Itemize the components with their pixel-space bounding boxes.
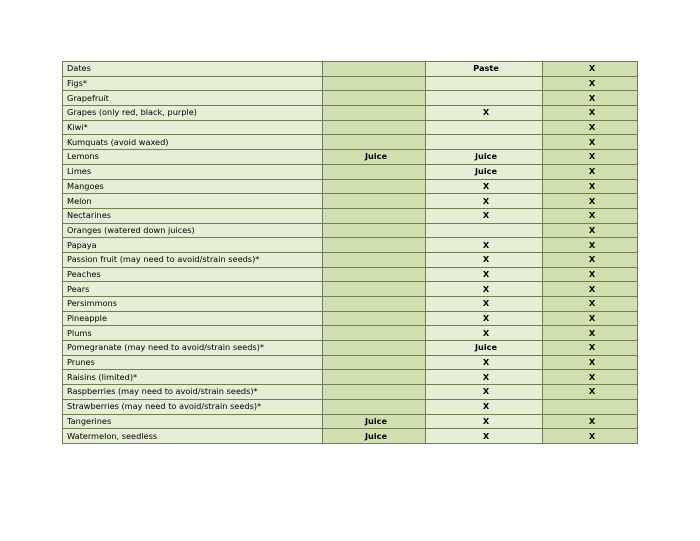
- col2-mark-cell: [323, 208, 426, 223]
- col2-mark-cell: [323, 326, 426, 341]
- food-name-cell: Pineapple: [63, 311, 323, 326]
- table-row: [63, 150, 638, 165]
- col2-mark-cell: [323, 341, 426, 356]
- col4-mark-cell: X: [543, 76, 638, 91]
- col2-mark-cell: [323, 311, 426, 326]
- table-row: [63, 135, 638, 150]
- col3-mark-cell: X: [426, 238, 543, 253]
- col3-mark-cell: X: [426, 326, 543, 341]
- table-row: [63, 414, 638, 429]
- food-name-cell: Plums: [63, 326, 323, 341]
- table-row: [63, 164, 638, 179]
- food-name-cell: Persimmons: [63, 297, 323, 312]
- table-row: [63, 179, 638, 194]
- col2-mark-cell: Juice: [323, 150, 426, 165]
- table-row: [63, 370, 638, 385]
- col3-mark-cell: X: [426, 429, 543, 444]
- col4-mark-cell: X: [543, 208, 638, 223]
- table-row: [63, 194, 638, 209]
- col4-mark-cell: X: [543, 341, 638, 356]
- col4-mark-cell: X: [543, 194, 638, 209]
- table-row: [63, 223, 638, 238]
- col3-mark-cell: X: [426, 297, 543, 312]
- col2-mark-cell: Juice: [323, 414, 426, 429]
- col2-mark-cell: [323, 223, 426, 238]
- col3-mark-cell: Paste: [426, 62, 543, 77]
- col2-mark-cell: [323, 106, 426, 121]
- col4-mark-cell: X: [543, 429, 638, 444]
- col4-mark-cell: X: [543, 326, 638, 341]
- col2-mark-cell: [323, 297, 426, 312]
- food-name-cell: Nectarines: [63, 208, 323, 223]
- table-row: [63, 311, 638, 326]
- col3-mark-cell: [426, 120, 543, 135]
- table-row: [63, 385, 638, 400]
- col3-mark-cell: X: [426, 414, 543, 429]
- col2-mark-cell: [323, 385, 426, 400]
- col3-mark-cell: X: [426, 267, 543, 282]
- col3-mark-cell: Juice: [426, 150, 543, 165]
- table-row: [63, 120, 638, 135]
- col3-mark-cell: X: [426, 106, 543, 121]
- food-name-cell: Peaches: [63, 267, 323, 282]
- col2-mark-cell: [323, 164, 426, 179]
- col4-mark-cell: X: [543, 267, 638, 282]
- table-row: [63, 238, 638, 253]
- col3-mark-cell: [426, 91, 543, 106]
- col4-mark-cell: X: [543, 252, 638, 267]
- col4-mark-cell: X: [543, 91, 638, 106]
- col3-mark-cell: X: [426, 208, 543, 223]
- col2-mark-cell: [323, 238, 426, 253]
- col2-mark-cell: [323, 370, 426, 385]
- food-name-cell: Oranges (watered down juices): [63, 223, 323, 238]
- col2-mark-cell: [323, 62, 426, 77]
- food-name-cell: Strawberries (may need to avoid/strain seeds)*: [63, 399, 323, 414]
- table-row: [63, 106, 638, 121]
- col4-mark-cell: X: [543, 238, 638, 253]
- food-name-cell: Grapes (only red, black, purple): [63, 106, 323, 121]
- col4-mark-cell: X: [543, 311, 638, 326]
- col4-mark-cell: X: [543, 106, 638, 121]
- col2-mark-cell: [323, 91, 426, 106]
- col3-mark-cell: X: [426, 252, 543, 267]
- table-body: [63, 62, 638, 444]
- col2-mark-cell: [323, 399, 426, 414]
- col3-mark-cell: Juice: [426, 164, 543, 179]
- food-name-cell: Pomegranate (may need to avoid/strain seeds)*: [63, 341, 323, 356]
- col2-mark-cell: [323, 135, 426, 150]
- col3-mark-cell: X: [426, 311, 543, 326]
- col2-mark-cell: [323, 267, 426, 282]
- col3-mark-cell: X: [426, 385, 543, 400]
- col3-mark-cell: [426, 135, 543, 150]
- table-row: [63, 282, 638, 297]
- food-name-cell: Grapefruit: [63, 91, 323, 106]
- col3-mark-cell: X: [426, 370, 543, 385]
- col4-mark-cell: X: [543, 62, 638, 77]
- col3-mark-cell: X: [426, 194, 543, 209]
- food-name-cell: Lemons: [63, 150, 323, 165]
- food-name-cell: Figs*: [63, 76, 323, 91]
- col4-mark-cell: X: [543, 135, 638, 150]
- table-row: [63, 297, 638, 312]
- col4-mark-cell: X: [543, 370, 638, 385]
- fruit-tolerance-table-wrapper: [62, 61, 637, 444]
- col3-mark-cell: X: [426, 399, 543, 414]
- food-name-cell: Passion fruit (may need to avoid/strain seeds)*: [63, 252, 323, 267]
- col3-mark-cell: X: [426, 282, 543, 297]
- food-name-cell: Kiwi*: [63, 120, 323, 135]
- col3-mark-cell: Juice: [426, 341, 543, 356]
- food-name-cell: Tangerines: [63, 414, 323, 429]
- col2-mark-cell: [323, 194, 426, 209]
- table-row: [63, 326, 638, 341]
- food-name-cell: Pears: [63, 282, 323, 297]
- table-row: [63, 267, 638, 282]
- col4-mark-cell: X: [543, 164, 638, 179]
- col4-mark-cell: X: [543, 414, 638, 429]
- food-name-cell: Mangoes: [63, 179, 323, 194]
- food-name-cell: Dates: [63, 62, 323, 77]
- col2-mark-cell: [323, 282, 426, 297]
- food-name-cell: Melon: [63, 194, 323, 209]
- table-row: [63, 76, 638, 91]
- fruit-tolerance-table: [62, 61, 638, 444]
- table-row: [63, 208, 638, 223]
- food-name-cell: Prunes: [63, 355, 323, 370]
- table-row: [63, 91, 638, 106]
- col4-mark-cell: X: [543, 150, 638, 165]
- food-name-cell: Limes: [63, 164, 323, 179]
- col4-mark-cell: X: [543, 385, 638, 400]
- col4-mark-cell: X: [543, 179, 638, 194]
- col3-mark-cell: [426, 223, 543, 238]
- food-name-cell: Raspberries (may need to avoid/strain seeds)*: [63, 385, 323, 400]
- col4-mark-cell: X: [543, 355, 638, 370]
- col4-mark-cell: X: [543, 297, 638, 312]
- col2-mark-cell: [323, 76, 426, 91]
- col4-mark-cell: X: [543, 282, 638, 297]
- food-name-cell: Kumquats (avoid waxed): [63, 135, 323, 150]
- col3-mark-cell: X: [426, 355, 543, 370]
- food-name-cell: Papaya: [63, 238, 323, 253]
- col2-mark-cell: [323, 179, 426, 194]
- food-name-cell: Raisins (limited)*: [63, 370, 323, 385]
- table-row: [63, 62, 638, 77]
- col4-mark-cell: X: [543, 120, 638, 135]
- table-row: [63, 399, 638, 414]
- col3-mark-cell: X: [426, 179, 543, 194]
- col2-mark-cell: [323, 252, 426, 267]
- table-row: [63, 252, 638, 267]
- col2-mark-cell: [323, 355, 426, 370]
- col2-mark-cell: Juice: [323, 429, 426, 444]
- food-name-cell: Watermelon, seedless: [63, 429, 323, 444]
- col2-mark-cell: [323, 120, 426, 135]
- col4-mark-cell: X: [543, 223, 638, 238]
- col4-mark-cell: [543, 399, 638, 414]
- table-row: [63, 429, 638, 444]
- table-row: [63, 355, 638, 370]
- col3-mark-cell: [426, 76, 543, 91]
- table-row: [63, 341, 638, 356]
